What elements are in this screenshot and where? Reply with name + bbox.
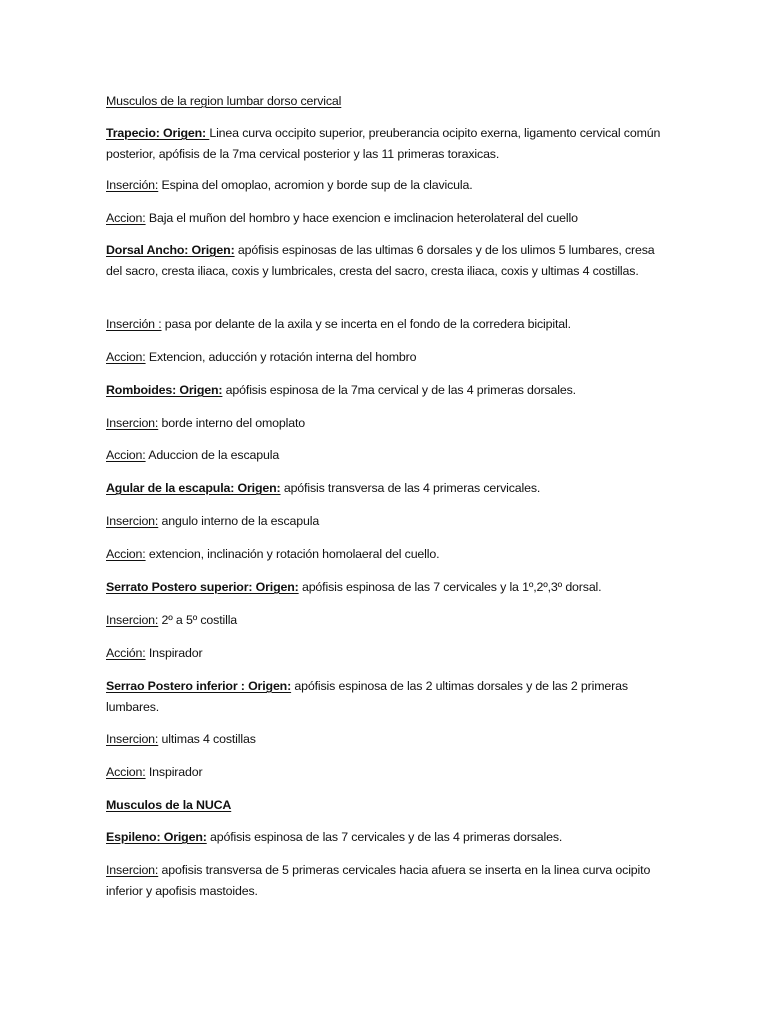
- paragraph-dorsal-ancho-accion: Accion: Extencion, aducción y rotación interna del hombro: [106, 350, 417, 364]
- paragraph-romboides-accion: Accion: Aduccion de la escapula: [106, 448, 280, 462]
- paragraph-angular-insercion: Insercion: angulo interno de la escapula: [106, 514, 320, 528]
- paragraph-serrato-superior-accion: Acción: Inspirador: [106, 646, 203, 660]
- section-subtitle-nuca: Musculos de la NUCA: [106, 798, 232, 812]
- paragraph-esplenio-origen: Espileno: Origen: apófisis espinosa de las 7 cervicales y de las 4 primeras dorsales.: [106, 830, 563, 844]
- paragraph-esplenio-insercion: Insercion: apofisis transversa de 5 primeras cervicales hacia afuera se inserta en la linea curva ocipito inferior y apofisis mastoides.: [106, 863, 651, 898]
- paragraph-trapecio-accion: Accion: Baja el muñon del hombro y hace exencion e imclinacion heterolateral del cuello: [106, 211, 578, 225]
- paragraph-serrato-superior-insercion: Insercion: 2º a 5º costilla: [106, 613, 238, 627]
- paragraph-dorsal-ancho-origen: Dorsal Ancho: Origen: apófisis espinosas de las ultimas 6 dorsales y de los ulimos 5 lumbares, cresa del sacro, cresta iliaca, coxis y lumbricales, cresta del sacro, cresta iliaca, coxis y ultimas 4 costillas.: [106, 243, 655, 278]
- document-title: Musculos de la region lumbar dorso cervical: [106, 94, 342, 108]
- paragraph-angular-origen: Agular de la escapula: Origen: apófisis transversa de las 4 primeras cervicales.: [106, 481, 541, 495]
- paragraph-serrato-inferior-origen: Serrao Postero inferior : Origen: apófisis espinosa de las 2 ultimas dorsales y de las 2 primeras lumbares.: [106, 679, 628, 714]
- paragraph-serrato-inferior-accion: Accion: Inspirador: [106, 765, 203, 779]
- paragraph-angular-accion: Accion: extencion, inclinación y rotación homolaeral del cuello.: [106, 547, 440, 561]
- paragraph-serrato-inferior-insercion: Insercion: ultimas 4 costillas: [106, 732, 256, 746]
- paragraph-romboides-origen: Romboides: Origen: apófisis espinosa de la 7ma cervical y de las 4 primeras dorsales.: [106, 383, 576, 397]
- paragraph-serrato-superior-origen: Serrato Postero superior: Origen: apófisis espinosa de las 7 cervicales y la 1º,2º,3º dorsal.: [106, 580, 602, 594]
- paragraph-romboides-insercion: Insercion: borde interno del omoplato: [106, 416, 306, 430]
- paragraph-trapecio-insercion: Inserción: Espina del omoplao, acromion y borde sup de la clavicula.: [106, 178, 473, 192]
- paragraph-dorsal-ancho-insercion: Inserción : pasa por delante de la axila y se incerta en el fondo de la corredera bicipital.: [106, 317, 571, 331]
- paragraph-trapecio-origen: Trapecio: Origen: Linea curva occipito superior, preuberancia ocipito exerna, ligamento cervical común posterior, apófisis de la 7ma cervical posterior y las 11 primeras toraxicas.: [106, 126, 661, 161]
